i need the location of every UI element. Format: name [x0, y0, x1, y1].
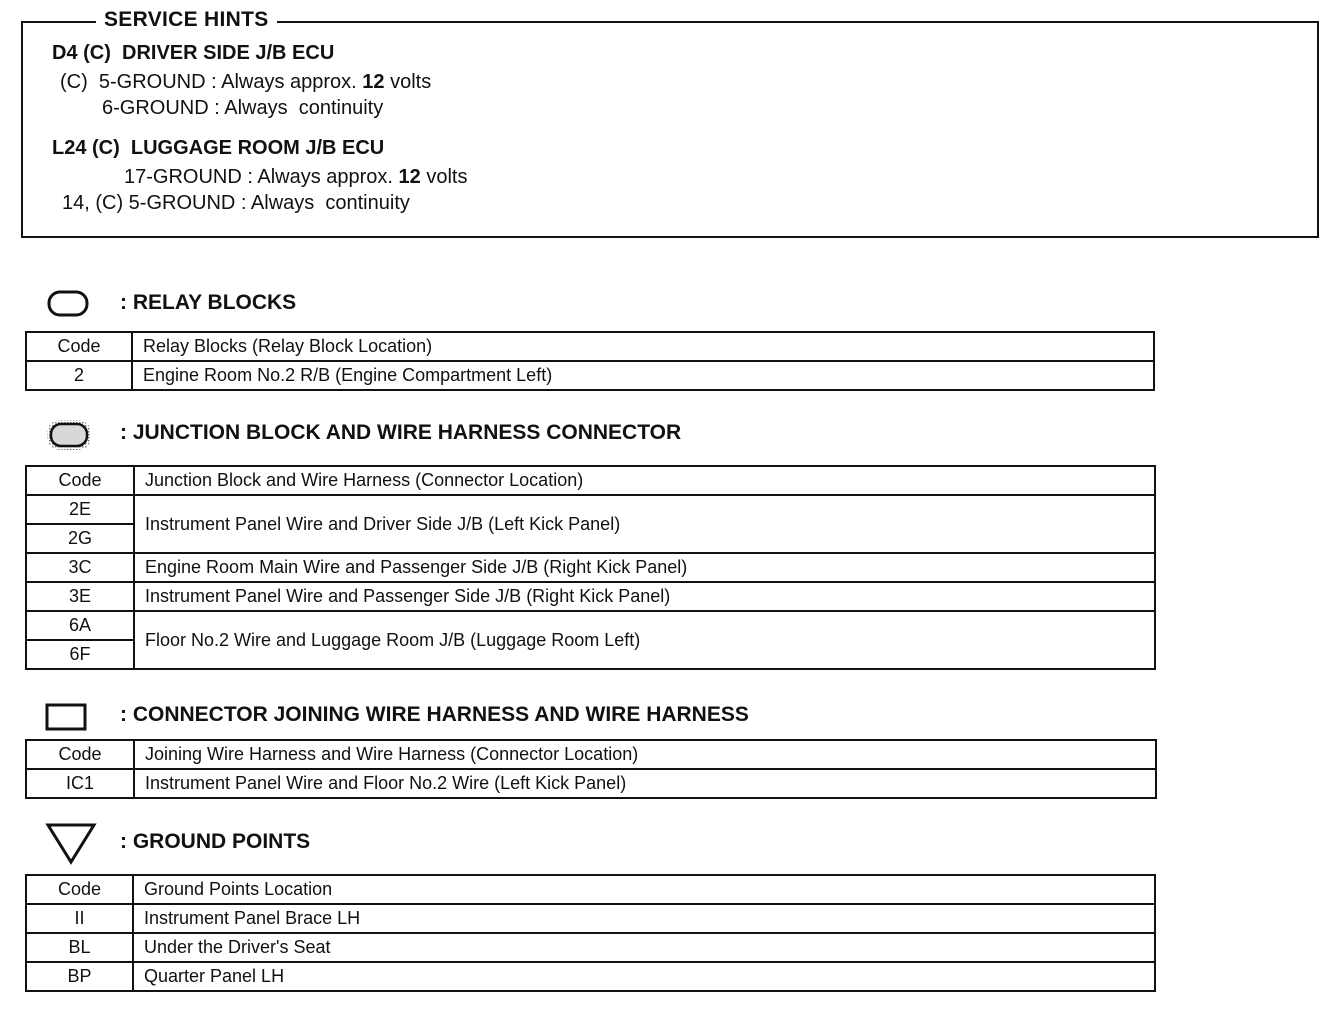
connector-title: : CONNECTOR JOINING WIRE HARNESS AND WIRE HARNESS — [120, 703, 749, 726]
shaded-rounded-rectangle-icon — [46, 419, 92, 451]
l24-line-1-value: 12 — [398, 166, 421, 188]
junction-block-title: : JUNCTION BLOCK AND WIRE HARNESS CONNECTOR — [120, 421, 682, 444]
code-cell: 6F — [26, 640, 134, 669]
rounded-rectangle-icon — [47, 289, 91, 319]
triangle-icon — [45, 822, 97, 866]
code-cell: 2 — [26, 361, 132, 390]
d4-line-1-value: 12 — [362, 71, 385, 93]
code-cell: 3E — [26, 582, 134, 611]
l24-line-1-suffix: volts — [420, 166, 468, 188]
location-cell: Instrument Panel Brace LH — [133, 904, 1155, 933]
service-hints-title: SERVICE HINTS — [96, 8, 277, 32]
code-cell: BL — [26, 933, 133, 962]
location-header: Junction Block and Wire Harness (Connector Location) — [134, 466, 1155, 495]
location-cell: Floor No.2 Wire and Luggage Room J/B (Luggage Room Left) — [134, 611, 1155, 669]
rectangle-icon — [45, 702, 89, 732]
d4-line-1-prefix: (C) 5-GROUND : Always approx. — [60, 71, 363, 93]
code-cell: 6A — [26, 611, 134, 640]
table-row — [26, 962, 1155, 991]
code-header: Code — [26, 740, 134, 769]
code-header: Code — [26, 466, 134, 495]
table-row — [26, 769, 1156, 798]
location-cell: Quarter Panel LH — [133, 962, 1155, 991]
l24-line-1-prefix: 17-GROUND : Always approx. — [124, 166, 399, 188]
code-cell: IC1 — [26, 769, 134, 798]
table-header-row — [26, 740, 1156, 769]
table-row — [26, 495, 1155, 524]
code-cell: II — [26, 904, 133, 933]
code-cell: BP — [26, 962, 133, 991]
relay-blocks-table — [25, 331, 1155, 391]
location-cell: Under the Driver's Seat — [133, 933, 1155, 962]
d4-line-2: 6-GROUND : Always continuity — [102, 97, 384, 119]
table-header-row — [26, 466, 1155, 495]
d4-line-1 — [60, 71, 431, 94]
l24-line-2: 14, (C) 5-GROUND : Always continuity — [62, 192, 410, 214]
relay-blocks-title: : RELAY BLOCKS — [120, 291, 297, 314]
location-cell: Engine Room Main Wire and Passenger Side J/B (Right Kick Panel) — [134, 553, 1155, 582]
ground-points-table — [25, 874, 1156, 992]
table-row — [26, 553, 1155, 582]
code-header: Code — [26, 332, 132, 361]
location-cell: Instrument Panel Wire and Driver Side J/B (Left Kick Panel) — [134, 495, 1155, 553]
table-row — [26, 933, 1155, 962]
table-row — [26, 582, 1155, 611]
location-header: Relay Blocks (Relay Block Location) — [132, 332, 1154, 361]
code-cell: 2E — [26, 495, 134, 524]
d4-line-1-suffix: volts — [384, 71, 432, 93]
table-row — [26, 904, 1155, 933]
table-header-row — [26, 875, 1155, 904]
junction-block-table — [25, 465, 1156, 670]
location-cell: Instrument Panel Wire and Passenger Side J/B (Right Kick Panel) — [134, 582, 1155, 611]
code-header: Code — [26, 875, 133, 904]
table-row — [26, 361, 1154, 390]
l24-heading: L24 (C) LUGGAGE ROOM J/B ECU — [52, 137, 385, 159]
table-header-row — [26, 332, 1154, 361]
code-cell: 2G — [26, 524, 134, 553]
ground-points-title: : GROUND POINTS — [120, 830, 311, 853]
connector-table — [25, 739, 1157, 799]
location-header: Joining Wire Harness and Wire Harness (Connector Location) — [134, 740, 1156, 769]
location-cell: Instrument Panel Wire and Floor No.2 Wire (Left Kick Panel) — [134, 769, 1156, 798]
code-cell: 3C — [26, 553, 134, 582]
table-row — [26, 611, 1155, 640]
location-cell: Engine Room No.2 R/B (Engine Compartment Left) — [132, 361, 1154, 390]
d4-heading: D4 (C) DRIVER SIDE J/B ECU — [52, 42, 335, 64]
l24-line-1 — [124, 166, 467, 189]
location-header: Ground Points Location — [133, 875, 1155, 904]
